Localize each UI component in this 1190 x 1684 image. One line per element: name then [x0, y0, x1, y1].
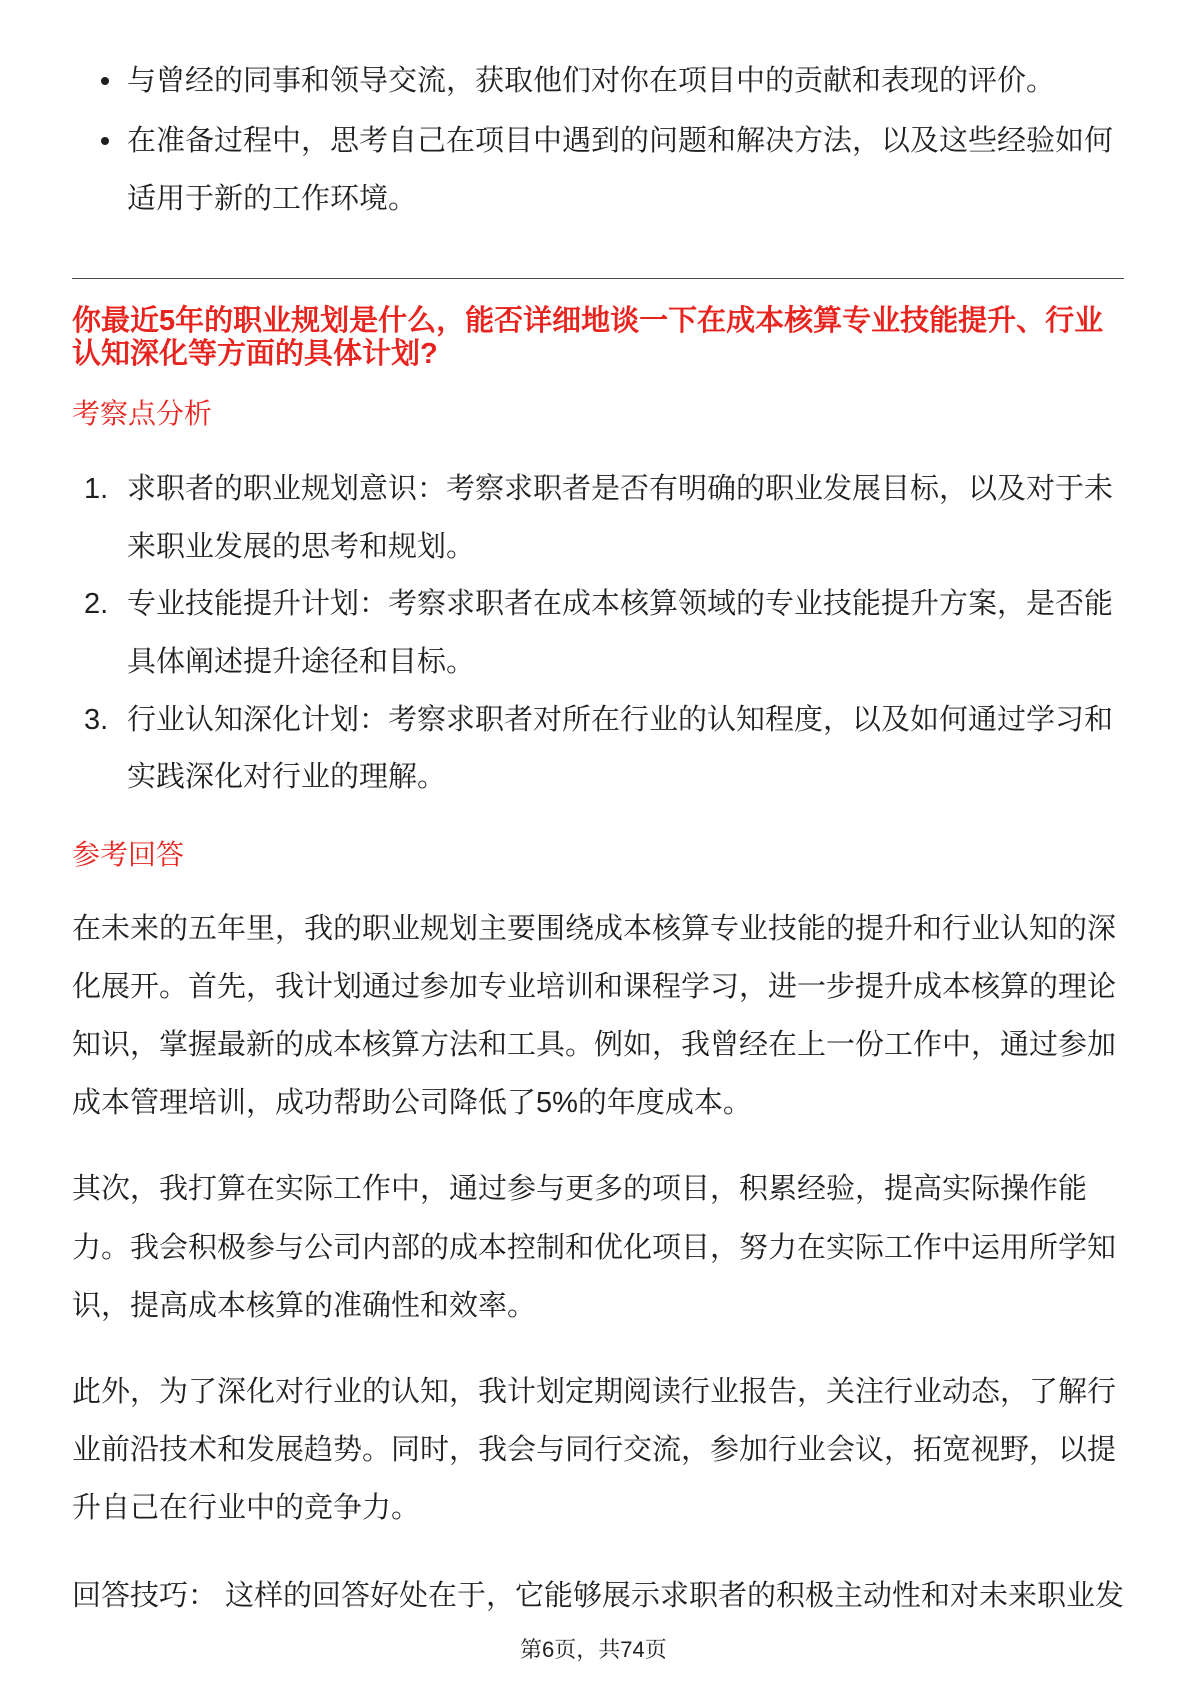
- paragraph-line: 识，提高成本核算的准确性和效率。: [72, 1290, 537, 1322]
- bullet-dot-icon: [101, 77, 109, 85]
- page-number-footer: 第6页，共74页: [520, 1637, 667, 1662]
- question-line: 认知深化等方面的具体计划?: [72, 338, 438, 370]
- list-number: 3.: [84, 704, 109, 736]
- answer-tip-line: 回答技巧： 这样的回答好处在于，它能够展示求职者的积极主动性和对未来职业发: [72, 1580, 1125, 1612]
- analysis-item-line: 行业认知深化计划：考察求职者对所在行业的认知程度，以及如何通过学习和: [127, 704, 1114, 736]
- question-line: 你最近5年的职业规划是什么，能否详细地谈一下在成本核算专业技能提升、行业: [72, 305, 1104, 337]
- analysis-item-line: 求职者的职业规划意识：考察求职者是否有明确的职业发展目标，以及对于未: [127, 473, 1114, 505]
- paragraph-line: 成本管理培训，成功帮助公司降低了5%的年度成本。: [72, 1087, 752, 1119]
- list-number: 2.: [84, 588, 109, 620]
- answer-heading: 参考回答: [72, 839, 185, 870]
- paragraph-line: 升自己在行业中的竞争力。: [72, 1492, 421, 1524]
- analysis-item-line: 专业技能提升计划：考察求职者在成本核算领域的专业技能提升方案，是否能: [127, 588, 1114, 620]
- paragraph-line: 其次，我打算在实际工作中，通过参与更多的项目，积累经验，提高实际操作能: [72, 1173, 1088, 1205]
- analysis-item-line: 来职业发展的思考和规划。: [127, 531, 476, 563]
- bullet-item-line: 在准备过程中，思考自己在项目中遇到的问题和解决方法，以及这些经验如何: [127, 125, 1114, 157]
- analysis-item-line: 具体阐述提升途径和目标。: [127, 646, 476, 678]
- analysis-heading: 考察点分析: [72, 398, 213, 429]
- list-number: 1.: [84, 473, 109, 505]
- bullet-item-line: 适用于新的工作环境。: [127, 183, 418, 215]
- paragraph-line: 化展开。首先，我计划通过参加专业培训和课程学习，进一步提升成本核算的理论: [72, 971, 1117, 1003]
- section-divider: [72, 278, 1124, 279]
- bullet-dot-icon: [101, 137, 109, 145]
- analysis-item-line: 实践深化对行业的理解。: [127, 761, 447, 793]
- bullet-item-line: 与曾经的同事和领导交流，获取他们对你在项目中的贡献和表现的评价。: [127, 65, 1056, 97]
- paragraph-line: 业前沿技术和发展趋势。同时，我会与同行交流，参加行业会议，拓宽视野，以提: [72, 1434, 1117, 1466]
- paragraph-line: 在未来的五年里，我的职业规划主要围绕成本核算专业技能的提升和行业认知的深: [72, 913, 1117, 945]
- paragraph-line: 知识，掌握最新的成本核算方法和工具。例如，我曾经在上一份工作中，通过参加: [72, 1029, 1117, 1061]
- paragraph-line: 力。我会积极参与公司内部的成本控制和优化项目，努力在实际工作中运用所学知: [72, 1232, 1117, 1264]
- paragraph-line: 此外，为了深化对行业的认知，我计划定期阅读行业报告，关注行业动态，了解行: [72, 1376, 1117, 1408]
